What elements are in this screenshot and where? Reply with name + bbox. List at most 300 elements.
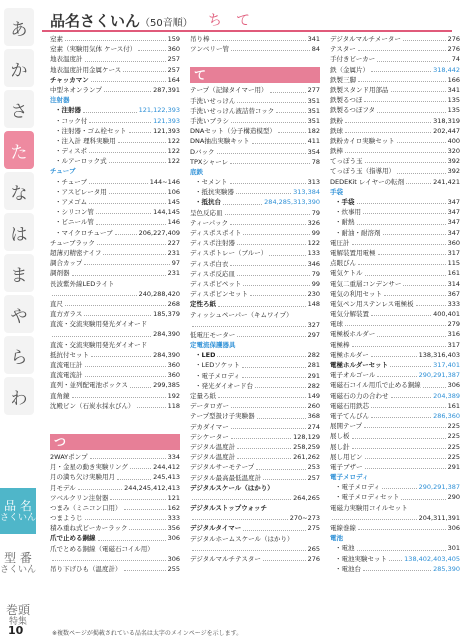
sidebar-button-0[interactable] <box>0 488 36 534</box>
entry-name: 呈色反応皿 <box>190 208 223 217</box>
leader-dots <box>52 554 166 561</box>
entry-pages: 115 <box>447 259 460 268</box>
index-entry[interactable] <box>190 442 320 452</box>
entry-pages: 301 <box>447 544 460 553</box>
entry-name: デシケーター <box>190 432 229 441</box>
index-entry[interactable] <box>190 462 320 472</box>
entry-pages: 84 <box>311 45 320 54</box>
index-entry[interactable] <box>50 472 180 482</box>
index-entry[interactable] <box>330 136 460 146</box>
index-entry[interactable] <box>330 421 460 431</box>
leader-dots <box>129 126 152 133</box>
entry-name: デカダイマー <box>190 422 229 431</box>
entry-name: 電気分解装置 <box>330 310 369 319</box>
index-entry[interactable] <box>50 126 180 136</box>
index-entry[interactable] <box>330 360 460 370</box>
leader-dots <box>352 442 446 449</box>
leader-dots <box>89 146 166 153</box>
leader-dots <box>78 483 122 490</box>
entry-name: 展し針 <box>330 442 350 451</box>
index-entry[interactable] <box>330 452 460 462</box>
index-entry[interactable] <box>190 279 320 289</box>
entry-pages: 240,288,420 <box>138 289 180 298</box>
index-entry[interactable] <box>330 248 460 258</box>
entry-name: 沈殿ビン（石炭水採水びん） <box>50 401 135 410</box>
entry-pages: 261,262 <box>293 453 320 462</box>
index-entry[interactable] <box>190 197 320 207</box>
entry-name: ・耐熱 <box>335 218 355 227</box>
leader-dots <box>65 34 166 41</box>
index-entry[interactable] <box>50 197 180 207</box>
index-entry[interactable] <box>330 34 460 44</box>
entry-name: ・コック付 <box>55 116 88 125</box>
index-entry[interactable] <box>190 248 320 258</box>
entry-pages: 314 <box>447 279 460 288</box>
entry-name: 電気の利用セット <box>330 289 382 298</box>
entry-name: デジタル温度計 <box>190 442 236 451</box>
entry-name: 電解装置用電極 <box>330 248 376 257</box>
entry-name: 窒素（実験用気体 ケース付） <box>50 45 137 54</box>
index-entry[interactable] <box>50 452 180 462</box>
entry-name: 2WAYポンプ <box>50 452 88 461</box>
entry-name: 積み重ね式ビーカーラック <box>50 524 128 533</box>
index-entry[interactable] <box>190 44 320 54</box>
kana-tab-5[interactable]: は <box>4 213 34 251</box>
leader-dots <box>231 44 310 51</box>
index-entry[interactable] <box>330 44 460 54</box>
index-entry[interactable] <box>190 320 320 330</box>
index-entry[interactable] <box>190 289 320 299</box>
leader-dots <box>91 75 166 82</box>
index-entry[interactable] <box>330 279 460 289</box>
index-entry[interactable] <box>190 299 320 309</box>
entry-pages: 264,265 <box>293 493 320 502</box>
leader-dots <box>231 432 291 439</box>
index-entry[interactable] <box>50 503 180 513</box>
index-entry[interactable] <box>50 279 180 289</box>
index-entry[interactable] <box>330 238 460 248</box>
leader-dots <box>109 187 166 194</box>
index-entry[interactable] <box>50 564 180 574</box>
entry-name: 鉄粉カイロ実験セット <box>330 136 395 145</box>
index-entry[interactable] <box>330 268 460 278</box>
entry-pages: 285,390 <box>433 564 460 573</box>
entry-pages: 282 <box>307 381 320 390</box>
entry-name: 手洗いせっけん液詰替コック <box>190 106 275 115</box>
entry-pages: 284,390 <box>153 350 180 359</box>
index-entry[interactable] <box>190 310 320 320</box>
index-entry[interactable] <box>330 156 460 166</box>
entry-pages: 164 <box>167 75 180 84</box>
entry-pages: 260 <box>307 402 320 411</box>
leader-dots <box>243 523 305 530</box>
entry-name: 点眼びん <box>330 259 356 268</box>
index-entry[interactable] <box>50 238 180 248</box>
leader-dots <box>352 238 446 245</box>
entry-name: デジタルホームスケール（はかり） <box>190 534 294 543</box>
index-entry[interactable] <box>190 493 320 503</box>
index-entry[interactable] <box>330 258 460 268</box>
leader-dots <box>96 217 166 224</box>
leader-dots <box>377 105 446 112</box>
index-entry[interactable] <box>50 34 180 44</box>
entry-pages: 326 <box>307 218 320 227</box>
index-entry[interactable] <box>50 75 180 85</box>
sidebar-button-label: 巻頭 <box>5 603 30 617</box>
leader-dots <box>384 289 446 296</box>
index-entry[interactable] <box>190 238 320 248</box>
entry-pages: 122 <box>167 157 180 166</box>
leader-dots <box>383 228 446 235</box>
index-entry[interactable] <box>330 177 460 187</box>
entry-name: ・LED <box>195 351 216 360</box>
index-entry[interactable] <box>190 523 320 533</box>
index-entry[interactable] <box>190 473 320 483</box>
index-entry[interactable] <box>190 85 320 95</box>
index-entry[interactable] <box>330 309 460 319</box>
entry-pages: 225 <box>447 452 460 461</box>
index-entry[interactable] <box>190 177 320 187</box>
index-entry[interactable] <box>330 105 460 115</box>
category-heading: チューブ <box>50 167 76 176</box>
entry-pages: 204,311,391 <box>418 513 460 522</box>
index-entry[interactable] <box>330 217 460 227</box>
index-entry[interactable] <box>190 187 320 197</box>
entry-pages: 275 <box>307 524 320 533</box>
index-entry[interactable] <box>190 330 320 340</box>
index-entry[interactable] <box>50 289 180 299</box>
entry-pages: 97 <box>171 259 180 268</box>
index-entry[interactable] <box>330 54 460 64</box>
sidebar-button-1[interactable] <box>0 540 36 586</box>
index-entry[interactable] <box>330 482 460 492</box>
leader-dots <box>110 493 165 500</box>
entry-name: 吊り棒 <box>190 35 210 43</box>
index-entry[interactable] <box>330 503 460 513</box>
index-entry[interactable] <box>50 309 180 319</box>
entry-name: ディスポ白衣 <box>190 259 229 268</box>
leader-dots <box>72 391 166 398</box>
entry-name: 直角鏡 <box>50 391 70 400</box>
entry-pages: 121,393 <box>153 126 180 135</box>
index-entry[interactable] <box>190 259 320 269</box>
index-entry[interactable] <box>330 299 460 309</box>
index-entry[interactable] <box>190 381 320 391</box>
index-entry[interactable] <box>190 34 320 44</box>
entry-name: 爪で止める銅線 <box>50 534 96 543</box>
index-entry[interactable] <box>190 350 320 360</box>
index-entry[interactable] <box>50 258 180 268</box>
index-entry[interactable] <box>330 391 460 401</box>
index-entry[interactable] <box>330 95 460 105</box>
index-entry[interactable] <box>190 391 320 401</box>
index-entry[interactable] <box>50 136 180 146</box>
entry-name: 爪でとめる銅線（電磁石コイル用） <box>50 544 154 553</box>
entry-name: ・ビニール管 <box>55 218 94 227</box>
index-entry[interactable] <box>330 401 460 411</box>
index-entry[interactable] <box>190 208 320 218</box>
leader-dots <box>223 197 262 204</box>
index-entry[interactable] <box>50 146 180 156</box>
entry-pages: 282 <box>307 351 320 360</box>
index-entry[interactable] <box>190 96 320 106</box>
entry-pages: 144,145 <box>153 208 180 217</box>
sidebar-button-sublabel: 特集 <box>8 617 27 627</box>
index-entry[interactable] <box>330 340 460 350</box>
leader-dots <box>390 360 431 367</box>
index-entry[interactable] <box>190 218 320 228</box>
entry-name: TPXシャーレ <box>190 157 229 166</box>
index-entry[interactable] <box>330 462 460 472</box>
index-entry[interactable] <box>330 543 460 553</box>
index-entry[interactable] <box>190 401 320 411</box>
leader-dots <box>130 462 151 469</box>
index-entry[interactable] <box>50 248 180 258</box>
leader-dots <box>357 217 446 224</box>
index-entry[interactable] <box>50 177 180 187</box>
index-entry[interactable] <box>50 350 180 360</box>
entry-name: ティッシュペーパー（キムワイプ） <box>190 310 293 319</box>
entry-pages: 392 <box>447 167 460 176</box>
index-entry[interactable] <box>190 269 320 279</box>
index-entry[interactable] <box>190 534 320 544</box>
leader-dots <box>365 268 446 275</box>
entry-name: デジタルマルチメーター <box>330 35 401 43</box>
entry-name: ・電池 <box>335 544 355 553</box>
entry-pages: 290,291,387 <box>418 483 460 492</box>
index-entry[interactable] <box>50 523 180 533</box>
index-entry[interactable] <box>330 431 460 441</box>
index-entry[interactable] <box>190 136 320 146</box>
index-entry[interactable] <box>330 523 460 533</box>
entry-pages: 146 <box>167 218 180 227</box>
entry-name: 鉄製三脚 <box>330 75 356 84</box>
entry-name: 展し板 <box>330 432 350 441</box>
entry-name: ・抵抗実験器 <box>195 188 234 197</box>
entry-pages: 284,285,313,390 <box>264 198 320 207</box>
entry-name: 鉄製るつぼフタ <box>330 106 375 115</box>
entry-pages: 274 <box>307 422 320 431</box>
index-entry[interactable] <box>50 54 180 64</box>
index-entry[interactable] <box>190 452 320 462</box>
index-entry[interactable] <box>330 228 460 238</box>
entry-pages: 347 <box>447 198 460 206</box>
index-entry[interactable] <box>330 513 460 523</box>
leader-dots <box>423 380 446 387</box>
leader-dots <box>217 350 305 357</box>
entry-name: 調剤器 <box>50 269 70 278</box>
index-entry[interactable] <box>50 116 180 126</box>
leader-dots <box>403 34 446 41</box>
index-entry[interactable] <box>330 564 460 574</box>
entry-pages: 392 <box>447 157 460 166</box>
kana-range: ち て <box>208 13 250 29</box>
entry-pages: 118 <box>167 401 180 410</box>
kana-tab-1[interactable]: か <box>4 49 34 87</box>
index-entry[interactable] <box>50 462 180 472</box>
index-entry[interactable] <box>330 329 460 339</box>
index-entry[interactable] <box>50 483 180 493</box>
index-entry[interactable] <box>50 401 180 411</box>
index-entry[interactable] <box>330 166 460 176</box>
index-entry[interactable] <box>190 157 320 167</box>
kana-tab-8[interactable]: ら <box>4 336 34 374</box>
index-entry[interactable] <box>330 554 460 564</box>
entry-pages: 333 <box>167 514 180 523</box>
leader-dots <box>237 330 305 337</box>
entry-pages: 286,360 <box>433 411 460 420</box>
kana-section-heading: て <box>190 67 320 83</box>
entry-name: 月モデル <box>50 483 76 492</box>
index-entry[interactable] <box>330 370 460 380</box>
leader-dots <box>65 299 166 306</box>
entry-pages: 347 <box>447 208 460 217</box>
entry-pages: 79 <box>311 269 320 278</box>
leader-dots <box>352 431 446 438</box>
index-entry[interactable] <box>330 126 460 136</box>
entry-name: データロガー <box>190 402 229 411</box>
index-entry[interactable] <box>50 329 180 339</box>
index-entry[interactable] <box>190 371 320 381</box>
index-entry[interactable] <box>50 370 180 380</box>
entry-pages: 287,391 <box>153 85 180 94</box>
index-entry[interactable] <box>190 126 320 136</box>
kana-tab-6[interactable]: ま <box>4 254 34 292</box>
index-entry[interactable] <box>330 75 460 85</box>
index-entry[interactable] <box>190 422 320 432</box>
index-entry[interactable] <box>50 207 180 217</box>
index-entry[interactable] <box>50 85 180 95</box>
index-entry[interactable] <box>330 350 460 360</box>
index-entry[interactable] <box>50 65 180 75</box>
index-entry[interactable] <box>190 360 320 370</box>
kana-tab-3[interactable]: た <box>4 131 34 169</box>
index-entry[interactable] <box>190 503 320 513</box>
title-main: 品名さくいん <box>50 12 141 30</box>
leader-dots <box>263 554 306 561</box>
index-entry[interactable] <box>330 492 460 502</box>
entry-name: ・電子メロディ <box>195 371 240 380</box>
entry-name: ディスポスポイト <box>190 229 242 237</box>
entry-name: ディスポピペット <box>190 279 242 288</box>
entry-name: 電球 <box>330 320 343 329</box>
leader-dots <box>130 380 151 387</box>
entry-pages: 411 <box>307 137 320 146</box>
sidebar <box>0 0 36 644</box>
index-entry[interactable] <box>190 147 320 157</box>
entry-pages: 106 <box>167 187 180 196</box>
index-entry[interactable] <box>50 299 180 309</box>
index-entry[interactable] <box>50 513 180 523</box>
leader-dots <box>91 350 151 357</box>
index-entry[interactable] <box>330 85 460 95</box>
kana-tab-4[interactable]: な <box>4 172 34 210</box>
entry-pages: 368 <box>307 412 320 421</box>
kana-tab-9[interactable]: わ <box>4 377 34 415</box>
index-entry[interactable] <box>330 65 460 75</box>
entry-pages: 347 <box>447 228 460 237</box>
index-entry[interactable] <box>50 340 180 350</box>
entry-name: Dバック <box>190 147 215 156</box>
index-entry[interactable] <box>190 432 320 442</box>
entry-name: チューブラック <box>50 238 95 247</box>
index-entry[interactable] <box>330 197 460 207</box>
index-entry[interactable] <box>50 156 180 166</box>
index-entry[interactable] <box>50 319 180 329</box>
index-entry[interactable] <box>50 493 180 503</box>
entry-pages: 327 <box>307 320 320 329</box>
index-entry[interactable] <box>190 544 320 554</box>
entry-name: 定性ろ紙 <box>190 300 216 309</box>
index-entry[interactable] <box>50 360 180 370</box>
index-entry[interactable] <box>330 116 460 126</box>
entry-name: 電磁力実験用コイルセット <box>330 503 408 512</box>
index-entry[interactable] <box>330 207 460 217</box>
kana-tab-2[interactable]: さ <box>4 90 34 128</box>
leader-dots <box>365 452 446 459</box>
index-entry[interactable] <box>330 411 460 421</box>
entry-pages: 225 <box>447 442 460 451</box>
index-entry[interactable] <box>50 228 180 238</box>
entry-name: 電磁石の力の合わせ <box>330 391 389 400</box>
index-entry[interactable] <box>330 442 460 452</box>
index-entry[interactable] <box>330 289 460 299</box>
entry-name: 電気二重層コンデンサー <box>330 279 402 288</box>
leader-dots <box>403 279 445 286</box>
index-entry[interactable] <box>190 116 320 126</box>
entry-pages: 144~146 <box>149 177 180 186</box>
entry-name: 長波紫外線LEDライト <box>50 279 115 288</box>
entry-name: ・抵抗台 <box>195 198 221 207</box>
index-entry[interactable] <box>50 544 180 554</box>
kana-tab-0[interactable]: あ <box>4 8 34 46</box>
index-entry[interactable] <box>330 146 460 156</box>
index-entry[interactable] <box>50 533 180 543</box>
entry-pages: 145 <box>167 198 180 206</box>
index-entry[interactable] <box>330 319 460 329</box>
leader-dots <box>124 503 166 510</box>
index-entry[interactable] <box>50 187 180 197</box>
index-entry[interactable] <box>190 411 320 421</box>
entry-name: 電磁石用鉄芯 <box>330 401 369 410</box>
entry-pages: 276 <box>307 555 320 563</box>
leader-dots <box>352 340 446 347</box>
entry-name: テープ（記録タイマー用） <box>190 86 268 95</box>
index-entry[interactable] <box>190 554 320 564</box>
entry-name: ディスポピンセット <box>190 290 248 299</box>
leader-dots <box>192 320 306 327</box>
index-entry[interactable] <box>50 391 180 401</box>
leader-dots <box>192 544 306 551</box>
index-entry[interactable] <box>50 217 180 227</box>
leader-dots <box>83 105 137 112</box>
index-entry[interactable] <box>50 44 180 54</box>
leader-dots <box>123 65 165 72</box>
index-entry[interactable] <box>190 228 320 238</box>
entry-name: ディスポ反応皿 <box>190 269 235 278</box>
index-entry[interactable] <box>50 554 180 564</box>
index-entry[interactable] <box>190 513 320 523</box>
index-entry[interactable] <box>330 380 460 390</box>
index-entry[interactable] <box>50 268 180 278</box>
index-entry[interactable] <box>190 483 320 493</box>
entry-name: DNAセット（分子構造模型） <box>190 127 276 136</box>
entry-name: デジタルストップウォッチ <box>190 504 267 513</box>
kana-tab-7[interactable]: や <box>4 295 34 333</box>
index-entry[interactable] <box>190 106 320 116</box>
index-entry[interactable] <box>50 380 180 390</box>
index-entry[interactable] <box>50 105 180 115</box>
